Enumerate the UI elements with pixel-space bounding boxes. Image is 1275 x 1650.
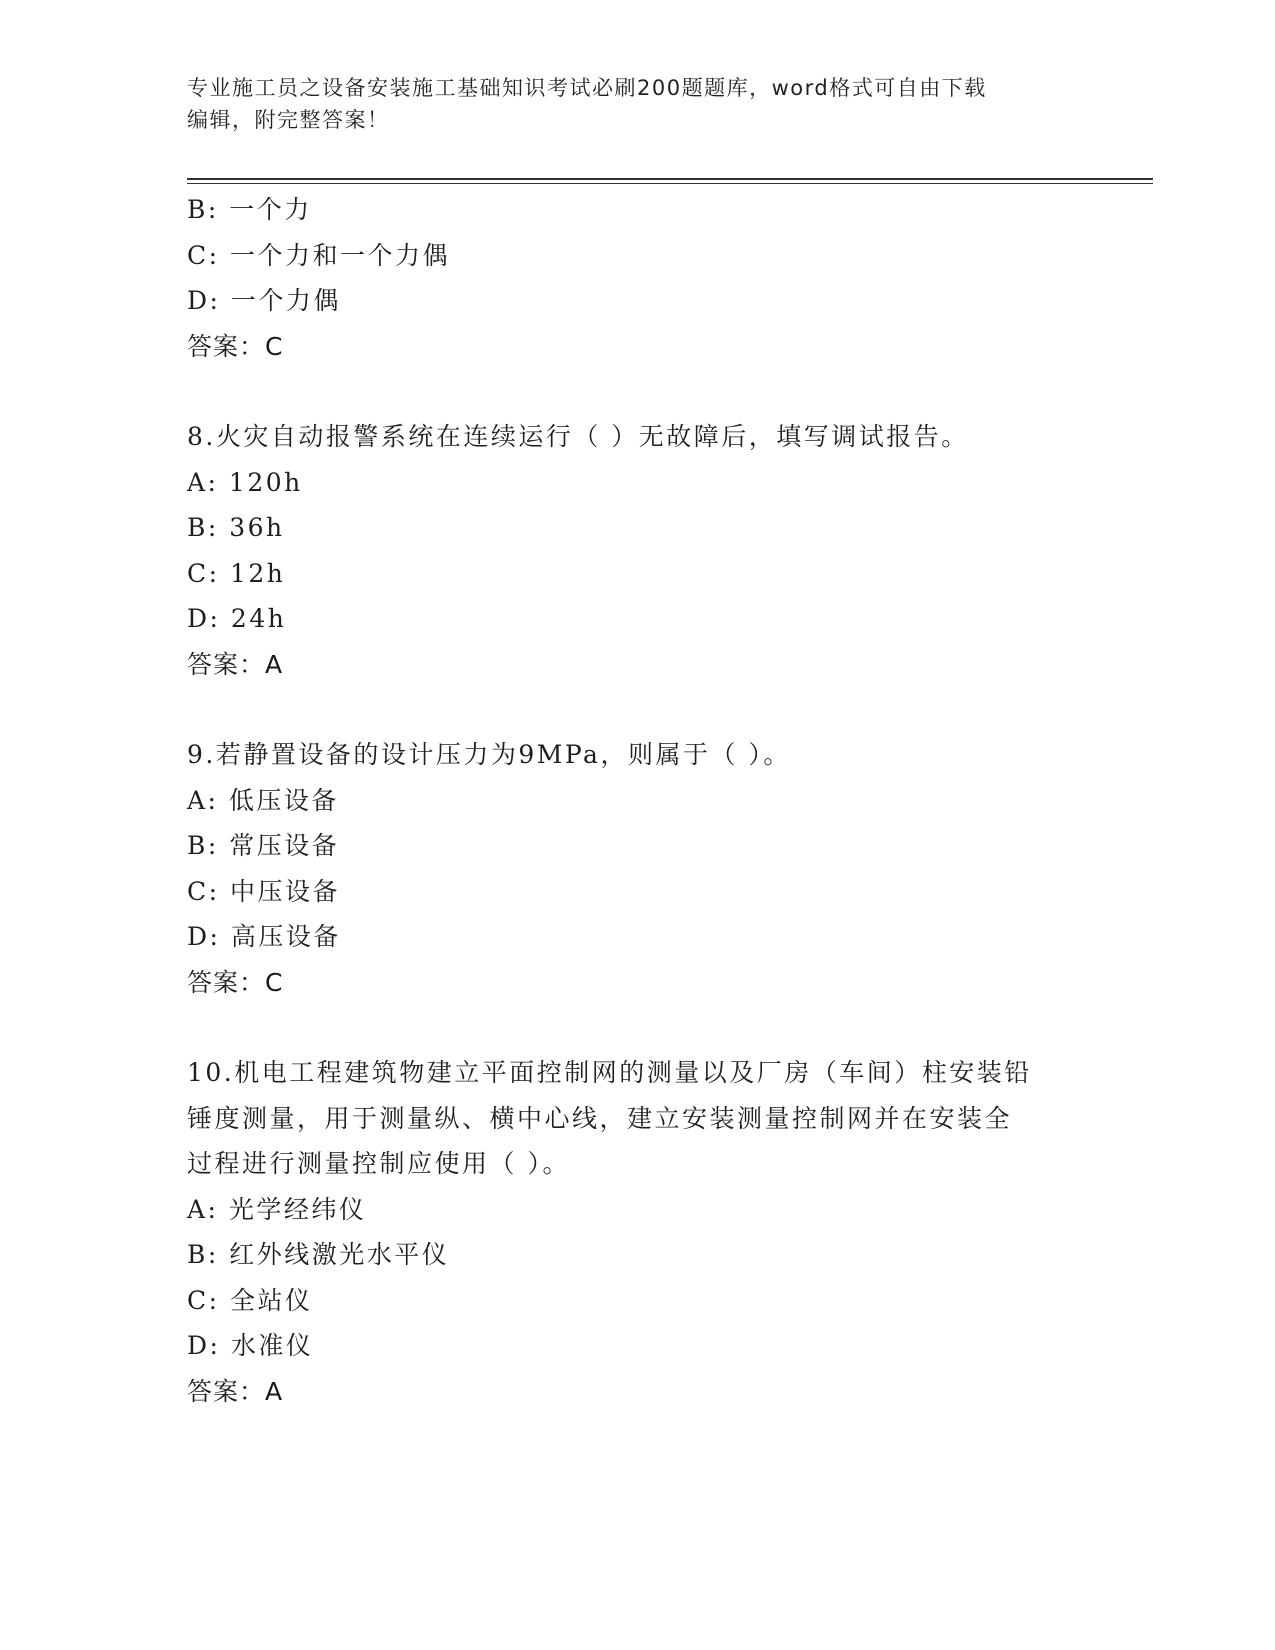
option-b: B: 一个力 <box>187 195 312 224</box>
header-title-line-1: 专业施工员之设备安装施工基础知识考试必刷200题题库，word格式可自由下载 <box>187 76 987 100</box>
option-c: C: 中压设备 <box>187 876 340 906</box>
option-d: D: 一个力偶 <box>187 286 341 315</box>
option-b: B: 常压设备 <box>187 831 340 860</box>
header-divider-thick <box>187 178 1153 180</box>
header-divider-thin <box>187 183 1153 184</box>
answer-line: 答案：A <box>187 649 284 679</box>
option-b: B: 36h <box>187 513 285 542</box>
question-10 <box>187 1050 1087 1414</box>
option-a: A: 低压设备 <box>187 785 339 815</box>
option-d: D: 24h <box>187 604 287 633</box>
answer-line: 答案：C <box>187 331 284 361</box>
answer-line: 答案：A <box>187 1376 284 1406</box>
option-b: B: 红外线激光水平仪 <box>187 1240 450 1269</box>
document-header <box>187 72 1087 136</box>
question-stem-line-3: 过程进行测量控制应使用（ ）。 <box>187 1149 570 1178</box>
option-a: A: 120h <box>187 467 303 497</box>
question-spacer <box>187 369 1087 414</box>
question-8 <box>187 414 1087 687</box>
header-title-line-2: 编辑，附完整答案！ <box>187 108 390 132</box>
answer-line: 答案：C <box>187 967 284 997</box>
option-c: C: 一个力和一个力偶 <box>187 240 450 270</box>
question-stem: 9.若静置设备的设计压力为9MPa，则属于（ ）。 <box>187 740 791 769</box>
option-d: D: 水准仪 <box>187 1331 314 1360</box>
question-spacer <box>187 1005 1087 1050</box>
question-spacer <box>187 687 1087 732</box>
option-c: C: 12h <box>187 558 286 588</box>
question-list <box>187 187 1087 1414</box>
question-stem-line-2: 锤度测量，用于测量纵、横中心线，建立安装测量控制网并在安装全 <box>187 1103 1013 1133</box>
option-a: A: 光学经纬仪 <box>187 1194 367 1224</box>
option-c: C: 全站仪 <box>187 1285 313 1315</box>
question-stem-line-1: 10.机电工程建筑物建立平面控制网的测量以及厂房（车间）柱安装铅 <box>187 1058 1032 1087</box>
question-7-partial <box>187 187 1087 369</box>
question-stem: 8.火灾自动报警系统在连续运行（ ）无故障后，填写调试报告。 <box>187 422 969 451</box>
question-9 <box>187 732 1087 1005</box>
option-d: D: 高压设备 <box>187 922 341 951</box>
